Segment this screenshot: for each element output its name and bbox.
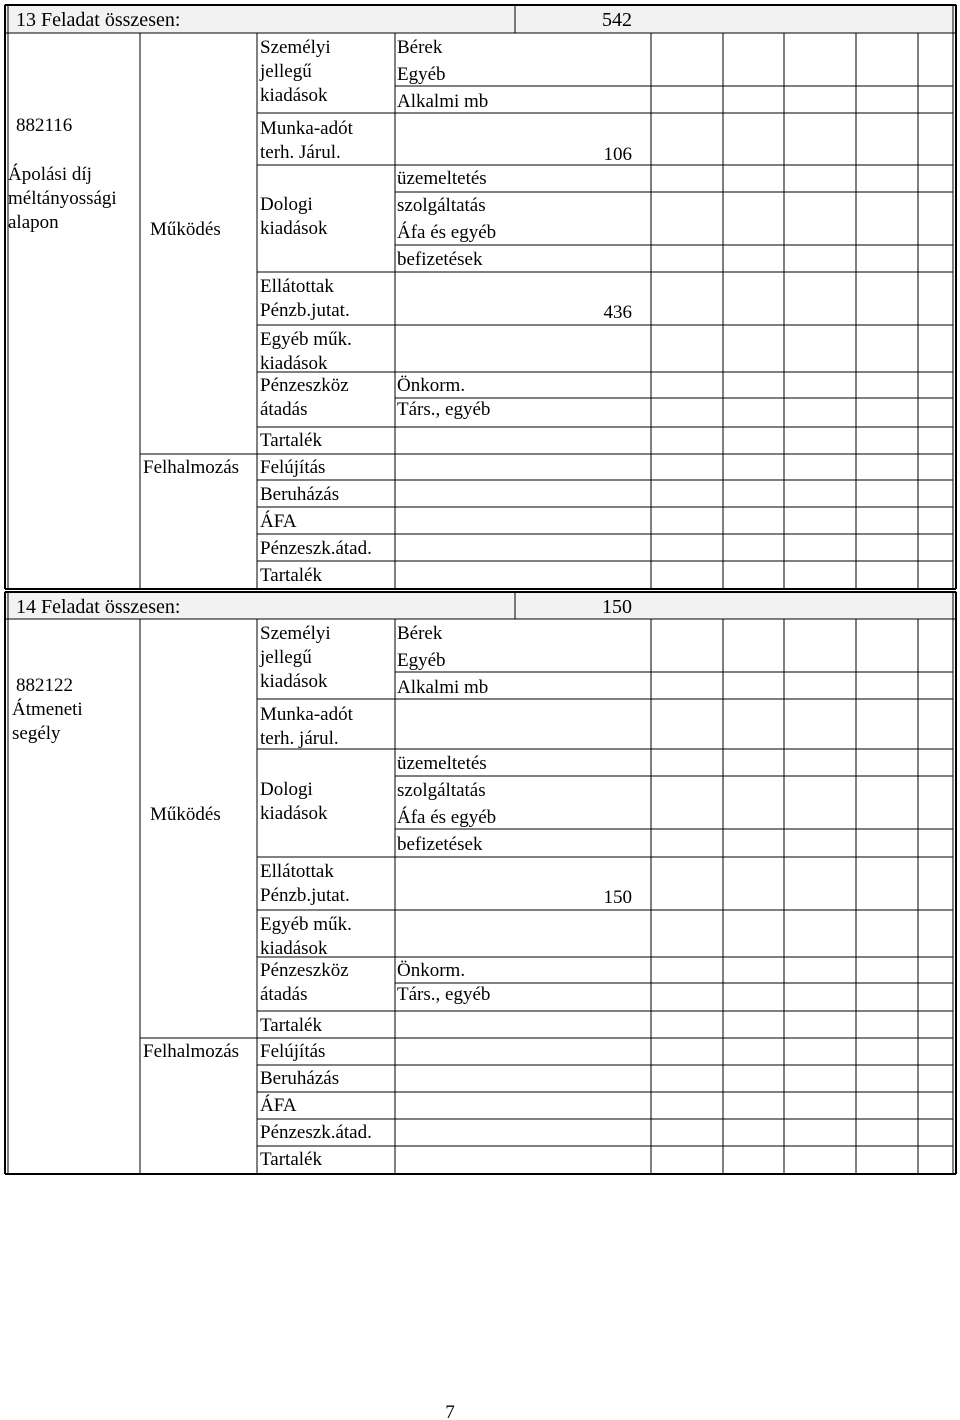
item-munkaado: Munka-adót	[260, 704, 353, 725]
subitem-szemelyi: Alkalmi mb	[397, 677, 489, 698]
item-felhalmozas: Felújítás	[260, 457, 326, 478]
item-dologi: Dologi	[260, 194, 313, 215]
subitem-szemelyi: Bérek	[397, 623, 443, 644]
subitem-dologi: üzemeltetés	[397, 753, 487, 774]
subitem-dologi: Áfa és egyéb	[397, 807, 497, 828]
subitem-penzeszkoz: Önkorm.	[397, 960, 466, 981]
section-header-total: 542	[602, 9, 632, 31]
task-name-line: Ápolási díj	[8, 164, 92, 185]
task-name-line: méltányossági	[8, 188, 117, 209]
subitem-szemelyi: Egyéb	[397, 64, 446, 85]
category-mukodes: Működés	[150, 804, 221, 825]
item-felhalmozas: Beruházás	[260, 484, 340, 505]
subitem-szemelyi: Alkalmi mb	[397, 91, 489, 112]
subitem-penzeszkoz: Önkorm.	[397, 375, 466, 396]
item-penzeszkoz: Pénzeszköz	[260, 960, 349, 981]
value-munkaado: 106	[603, 144, 632, 165]
category-felhalmozas: Felhalmozás	[143, 1041, 240, 1062]
task-name-line: segély	[12, 723, 61, 744]
category-mukodes: Működés	[150, 219, 221, 240]
subitem-szemelyi: Bérek	[397, 37, 443, 58]
section-header-title: 13 Feladat összesen:	[16, 9, 181, 31]
task-code: 882122	[16, 675, 73, 696]
subitem-dologi: Áfa és egyéb	[397, 222, 497, 243]
item-dologi: kiadások	[260, 803, 328, 824]
task-name-line: Átmeneti	[12, 699, 83, 720]
item-felhalmozas: Pénzeszk.átad.	[260, 1122, 372, 1143]
subitem-dologi: üzemeltetés	[397, 168, 487, 189]
section-header-total: 150	[602, 596, 632, 618]
subitem-dologi: szolgáltatás	[397, 780, 486, 801]
item-szemelyi: kiadások	[260, 85, 328, 106]
item-egyeb-muk: Egyéb műk.	[260, 914, 352, 935]
section-header-title: 14 Feladat összesen:	[16, 596, 181, 618]
item-felhalmozas: Beruházás	[260, 1068, 340, 1089]
item-ellatottak: Ellátottak	[260, 276, 334, 297]
item-szemelyi: jellegű	[260, 647, 312, 668]
item-szemelyi: Személyi	[260, 37, 331, 58]
item-felhalmozas: ÁFA	[260, 511, 297, 532]
item-szemelyi: Személyi	[260, 623, 331, 644]
item-szemelyi: jellegű	[260, 61, 312, 82]
item-ellatottak: Pénzb.jutat.	[260, 300, 350, 321]
item-penzeszkoz: Pénzeszköz	[260, 375, 349, 396]
item-szemelyi: kiadások	[260, 671, 328, 692]
item-munkaado: terh. járul.	[260, 728, 339, 749]
item-penzeszkoz: átadás	[260, 399, 308, 420]
page-number: 7	[445, 1402, 455, 1420]
item-felhalmozas: Pénzeszk.átad.	[260, 538, 372, 559]
item-felhalmozas: Tartalék	[260, 565, 322, 586]
value-ellatottak: 150	[603, 887, 632, 908]
item-felhalmozas: Felújítás	[260, 1041, 326, 1062]
subitem-penzeszkoz: Társ., egyéb	[397, 984, 491, 1005]
task-name-line: alapon	[8, 212, 59, 233]
value-ellatottak: 436	[603, 302, 632, 323]
item-dologi: Dologi	[260, 779, 313, 800]
item-tartalek: Tartalék	[260, 430, 322, 451]
item-egyeb-muk: kiadások	[260, 938, 328, 959]
subitem-dologi: szolgáltatás	[397, 195, 486, 216]
item-felhalmozas: Tartalék	[260, 1149, 322, 1170]
category-felhalmozas: Felhalmozás	[143, 457, 240, 478]
subitem-penzeszkoz: Társ., egyéb	[397, 399, 491, 420]
item-egyeb-muk: kiadások	[260, 353, 328, 374]
table-text-layer	[8, 9, 632, 1420]
item-ellatottak: Ellátottak	[260, 861, 334, 882]
item-penzeszkoz: átadás	[260, 984, 308, 1005]
subitem-szemelyi: Egyéb	[397, 650, 446, 671]
task-code: 882116	[16, 115, 73, 136]
item-ellatottak: Pénzb.jutat.	[260, 885, 350, 906]
item-munkaado: terh. Járul.	[260, 142, 341, 163]
subitem-dologi: befizetések	[397, 834, 483, 855]
item-tartalek: Tartalék	[260, 1015, 322, 1036]
item-munkaado: Munka-adót	[260, 118, 353, 139]
item-egyeb-muk: Egyéb műk.	[260, 329, 352, 350]
subitem-dologi: befizetések	[397, 249, 483, 270]
item-dologi: kiadások	[260, 218, 328, 239]
item-felhalmozas: ÁFA	[260, 1095, 297, 1116]
